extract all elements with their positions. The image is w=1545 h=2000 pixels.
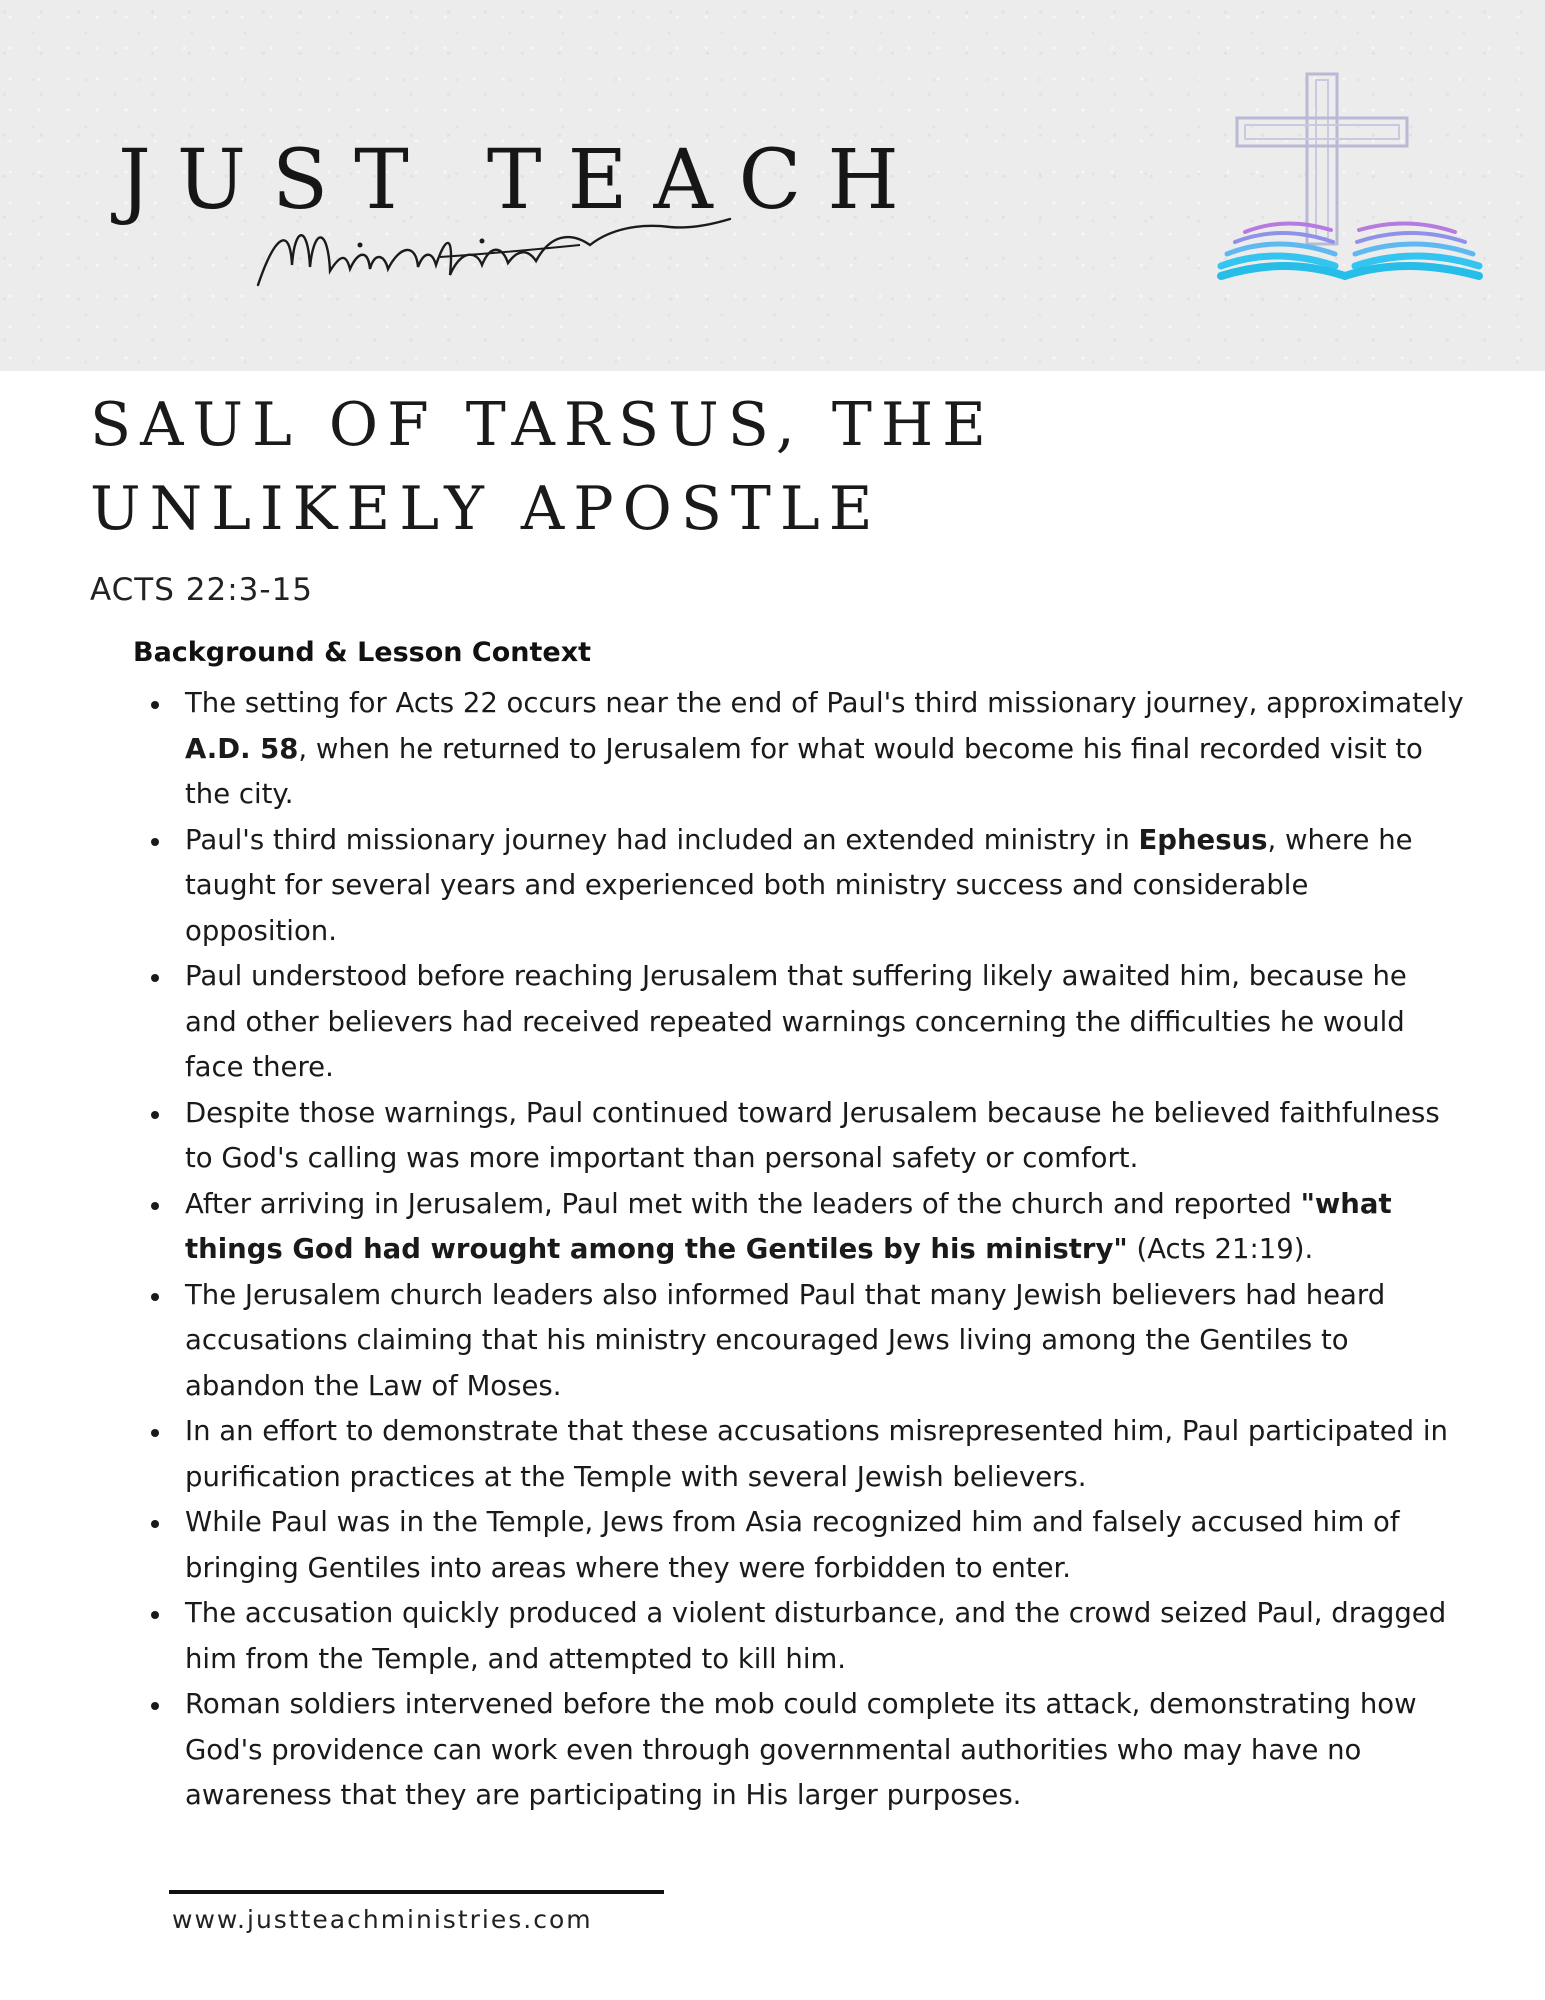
bullet-item: The setting for Acts 22 occurs near the end of Paul's third missionary journey, approximately A.D. 58, when he returned to Jerusalem for what would become his final recorded visit to the city. bbox=[185, 681, 1465, 818]
scripture-reference: ACTS 22:3-15 bbox=[90, 572, 314, 608]
bullet-item: Despite those warnings, Paul continued toward Jerusalem because he believed faithfulness to God's calling was more important than personal safety or comfort. bbox=[185, 1091, 1465, 1182]
bullet-item: Paul's third missionary journey had included an extended ministry in Ephesus, where he taught for several years and experienced both ministry success and considerable opposition. bbox=[185, 818, 1465, 955]
footer-website-url: www.justteachministries.com bbox=[172, 1905, 593, 1934]
footer-divider bbox=[169, 1890, 664, 1894]
brand-script-logotype bbox=[250, 205, 750, 325]
brand-name: JUST TEACH bbox=[118, 133, 925, 228]
bullet-item: Roman soldiers intervened before the mob could complete its attack, demonstrating how God's providence can work even through governmental authorities who may have no awareness that they are participating in His larger purposes. bbox=[185, 1682, 1465, 1819]
lesson-title: SAUL OF TARSUS, THE UNLIKELY APOSTLE bbox=[90, 390, 995, 544]
background-bullet-list bbox=[133, 681, 1465, 1819]
bullet-item: While Paul was in the Temple, Jews from Asia recognized him and falsely accused him of bringing Gentiles into areas where they were forbidden to enter. bbox=[185, 1500, 1465, 1591]
section-heading: Background & Lesson Context bbox=[133, 637, 592, 668]
bullet-item: The Jerusalem church leaders also informed Paul that many Jewish believers had heard accusations claiming that his ministry encouraged Jews living among the Gentiles to abandon the Law of Moses. bbox=[185, 1273, 1465, 1410]
header-banner bbox=[0, 0, 1545, 371]
bullet-item: After arriving in Jerusalem, Paul met with the leaders of the church and reported "what things God had wrought among the Gentiles by his ministry" (Acts 21:19). bbox=[185, 1182, 1465, 1273]
cross-and-open-book-icon bbox=[1215, 70, 1485, 310]
bullet-item: Paul understood before reaching Jerusalem that suffering likely awaited him, because he and other believers had received repeated warnings concerning the difficulties he would face there. bbox=[185, 954, 1465, 1091]
bullet-item: In an effort to demonstrate that these accusations misrepresented him, Paul participated in purification practices at the Temple with several Jewish believers. bbox=[185, 1409, 1465, 1500]
bullet-item: The accusation quickly produced a violent disturbance, and the crowd seized Paul, dragged him from the Temple, and attempted to kill him. bbox=[185, 1591, 1465, 1682]
